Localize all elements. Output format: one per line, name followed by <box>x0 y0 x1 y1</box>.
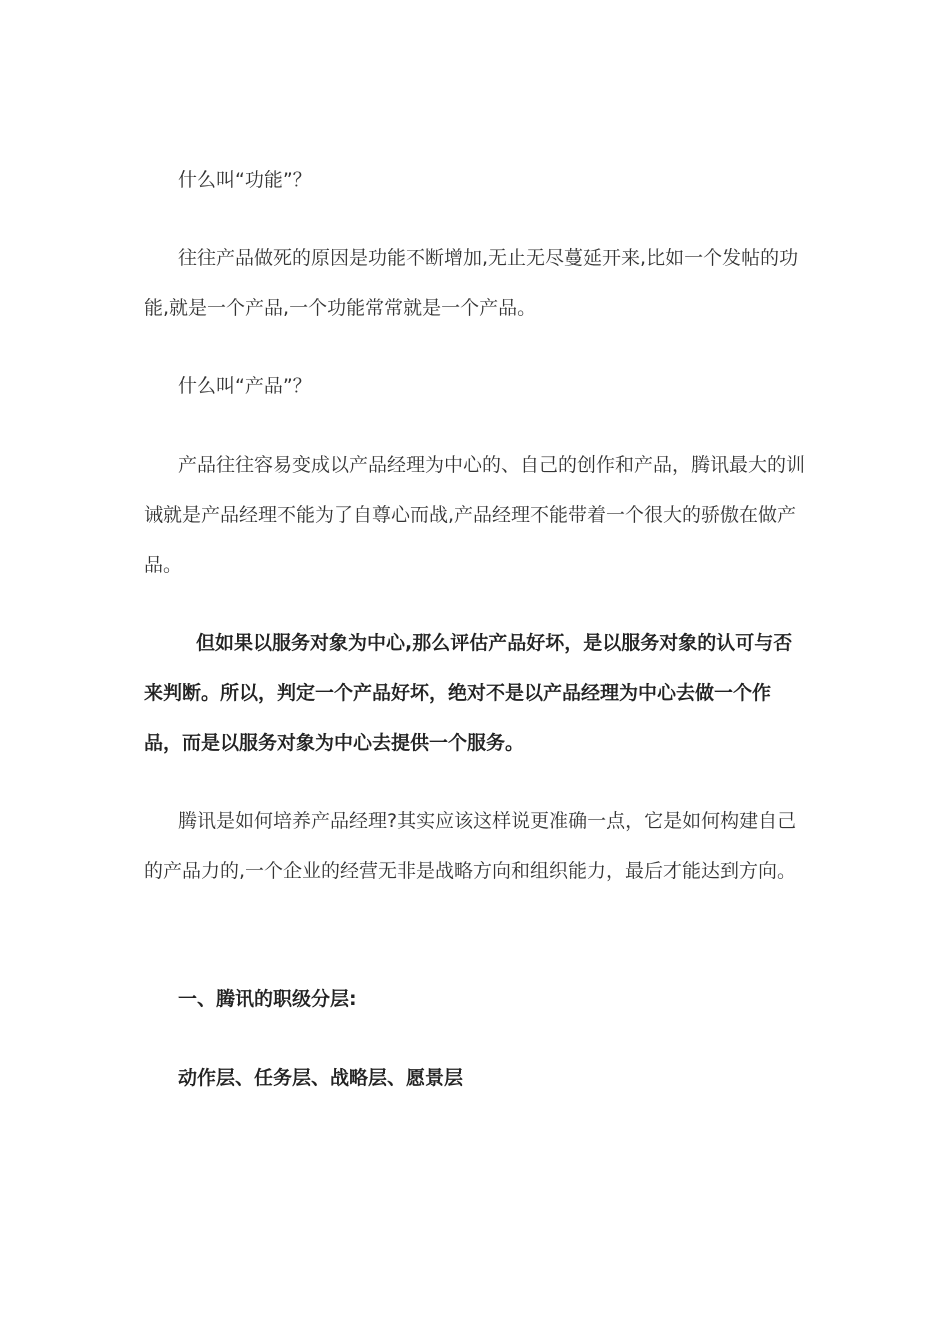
question-function-heading: 什么叫“功能”？ <box>178 169 312 191</box>
service-object-paragraph: 但如果以服务对象为中心,那么评估产品好坏，是以服务对象的认可与否来判断。所以，判定一个产品好坏，绝对不是以产品经理为中心去做一个作品，而是以服务对象为中心去提供一个服务。 <box>144 632 793 754</box>
job-levels-list: 动作层、任务层、战略层、愿景层 <box>178 1067 464 1089</box>
question-product-heading: 什么叫“产品”？ <box>178 375 312 397</box>
function-paragraph: 往往产品做死的原因是功能不断增加,无止无尽蔓延开来,比如一个发帖的功能,就是一个产品,一个功能常常就是一个产品。 <box>144 247 799 319</box>
product-paragraph: 产品往往容易变成以产品经理为中心的、自己的创作和产品，腾讯最大的训诫就是产品经理不能为了自尊心而战,产品经理不能带着一个很大的骄傲在做产品。 <box>144 454 806 576</box>
section-heading-job-levels: 一、腾讯的职级分层: <box>178 988 357 1010</box>
product-manager-training-paragraph: 腾讯是如何培养产品经理?其实应该这样说更准确一点，它是如何构建自己的产品力的,一个企业的经营无非是战略方向和组织能力，最后才能达到方向。 <box>144 810 797 882</box>
